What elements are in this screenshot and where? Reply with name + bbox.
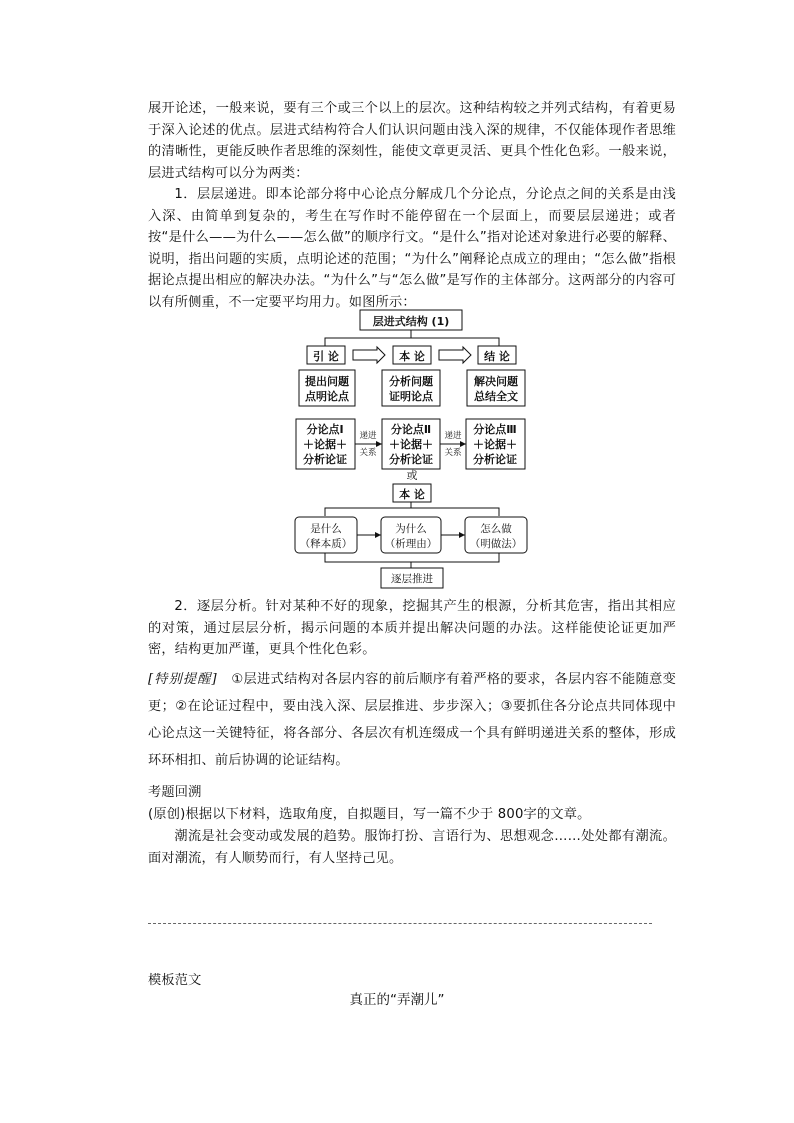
- bottom-label: 逐层推进: [391, 573, 433, 585]
- row4-text: （析理由）: [384, 538, 438, 550]
- row3-text: 分论点Ⅰ: [306, 423, 344, 436]
- row2-text: 证明论点: [389, 390, 433, 403]
- model-heading: 模板范文: [148, 973, 202, 988]
- benlun-label: 本 论: [399, 350, 425, 363]
- arrow-right-icon: [353, 347, 385, 363]
- yinlun-label: 引 论: [313, 350, 339, 363]
- row2-text: 解决问题: [474, 375, 518, 388]
- row3-text: 分析论证: [303, 453, 347, 466]
- row2-text: 分析问题: [389, 375, 433, 388]
- row3-text: 分论点Ⅲ: [473, 423, 517, 436]
- row2-text: 点明论点: [305, 390, 349, 403]
- exam-prompt: (原创)根据以下材料，选取角度，自拟题目，写一篇不少于 800字的文章。: [148, 807, 591, 822]
- row4-text: 为什么: [395, 523, 427, 535]
- connector-label: 递进: [359, 431, 377, 441]
- row4-text: （释本质）: [299, 538, 353, 550]
- row3-text: 分论点Ⅱ: [390, 423, 432, 436]
- tip-label: [特别提醒]: [148, 672, 218, 687]
- arrow-right-icon: [439, 347, 471, 363]
- or-label: 或: [406, 469, 418, 482]
- connector-label: 关系: [359, 448, 377, 458]
- divider-line: [148, 923, 652, 924]
- exam-heading: 考题回溯: [148, 785, 202, 800]
- row4-text: 是什么: [310, 523, 342, 535]
- row3-text: ＋论据＋: [303, 438, 347, 451]
- row2-text: 提出问题: [305, 375, 349, 388]
- row3-text: 分析论证: [389, 453, 433, 466]
- row3-text: ＋论据＋: [389, 438, 433, 451]
- tip-paragraph: [148, 666, 676, 774]
- diagram-title: 层进式结构 (1): [372, 315, 450, 328]
- model-title: 真正的“弄潮儿”: [349, 992, 445, 1008]
- connector-label: 递进: [444, 431, 462, 441]
- exam-material: 潮流是社会变动或发展的趋势。服饰打扮、言语行为、思想观念……处处都有潮流。面对潮流，有人顺势而行，有人坚持己见。: [148, 829, 676, 866]
- section-1-paragraph: 1．层层递进。即本论部分将中心论点分解成几个分论点，分论点之间的关系是由浅入深、由简单到复杂的，考生在写作时不能停留在一个层面上，而要层层递进；或者按“是什么——为什么——怎么做”的顺序行文。“是什么”指对论述对象进行必要的解释、说明，指出问题的实质，点明论述的范围；“为什么”阐释论点成立的理由；“怎么做”指根据论点提出相应的解决办法。“为什么”与“怎么做”是写作的主体部分。这两部分的内容可以有所侧重，不一定要平均用力。如图所示：: [148, 187, 676, 310]
- structure-diagram: [285, 306, 535, 592]
- row2-text: 总结全文: [474, 390, 518, 403]
- connector-label: 关系: [444, 448, 462, 458]
- row3-text: 分析论证: [473, 453, 517, 466]
- row4-text: （明做法）: [469, 538, 523, 550]
- section-2-paragraph: 2．逐层分析。针对某种不好的现象，挖掘其产生的根源，分析其危害，指出其相应的对策，通过层层分析，揭示问题的本质并提出解决问题的办法。这样能使论证更加严密，结构更加严谨，更具个性化色彩。: [148, 599, 676, 657]
- jielun-label: 结 论: [484, 350, 510, 363]
- benlun-label-lower: 本 论: [399, 488, 425, 501]
- intro-paragraph: 展开论述，一般来说，要有三个或三个以上的层次。这种结构较之并列式结构，有着更易于深入论述的优点。层进式结构符合人们认识问题由浅入深的规律，不仅能体现作者思维的清晰性，更能反映作者思维的深刻性，能使文章更灵活、更具个性化色彩。一般来说，层进式结构可以分为两类：: [148, 101, 676, 181]
- tip-text: ①层进式结构对各层内容的前后顺序有着严格的要求，各层内容不能随意变更；②在论证过程中，要由浅入深、层层推进、步步深入；③要抓住各分论点共同体现中心论点这一关键特征，将各部分、各层次有机连缀成一个具有鲜明递进关系的整体，形成环环相扣、前后协调的论证结构。: [148, 672, 676, 768]
- row4-text: 怎么做: [480, 523, 512, 535]
- row3-text: ＋论据＋: [473, 438, 517, 451]
